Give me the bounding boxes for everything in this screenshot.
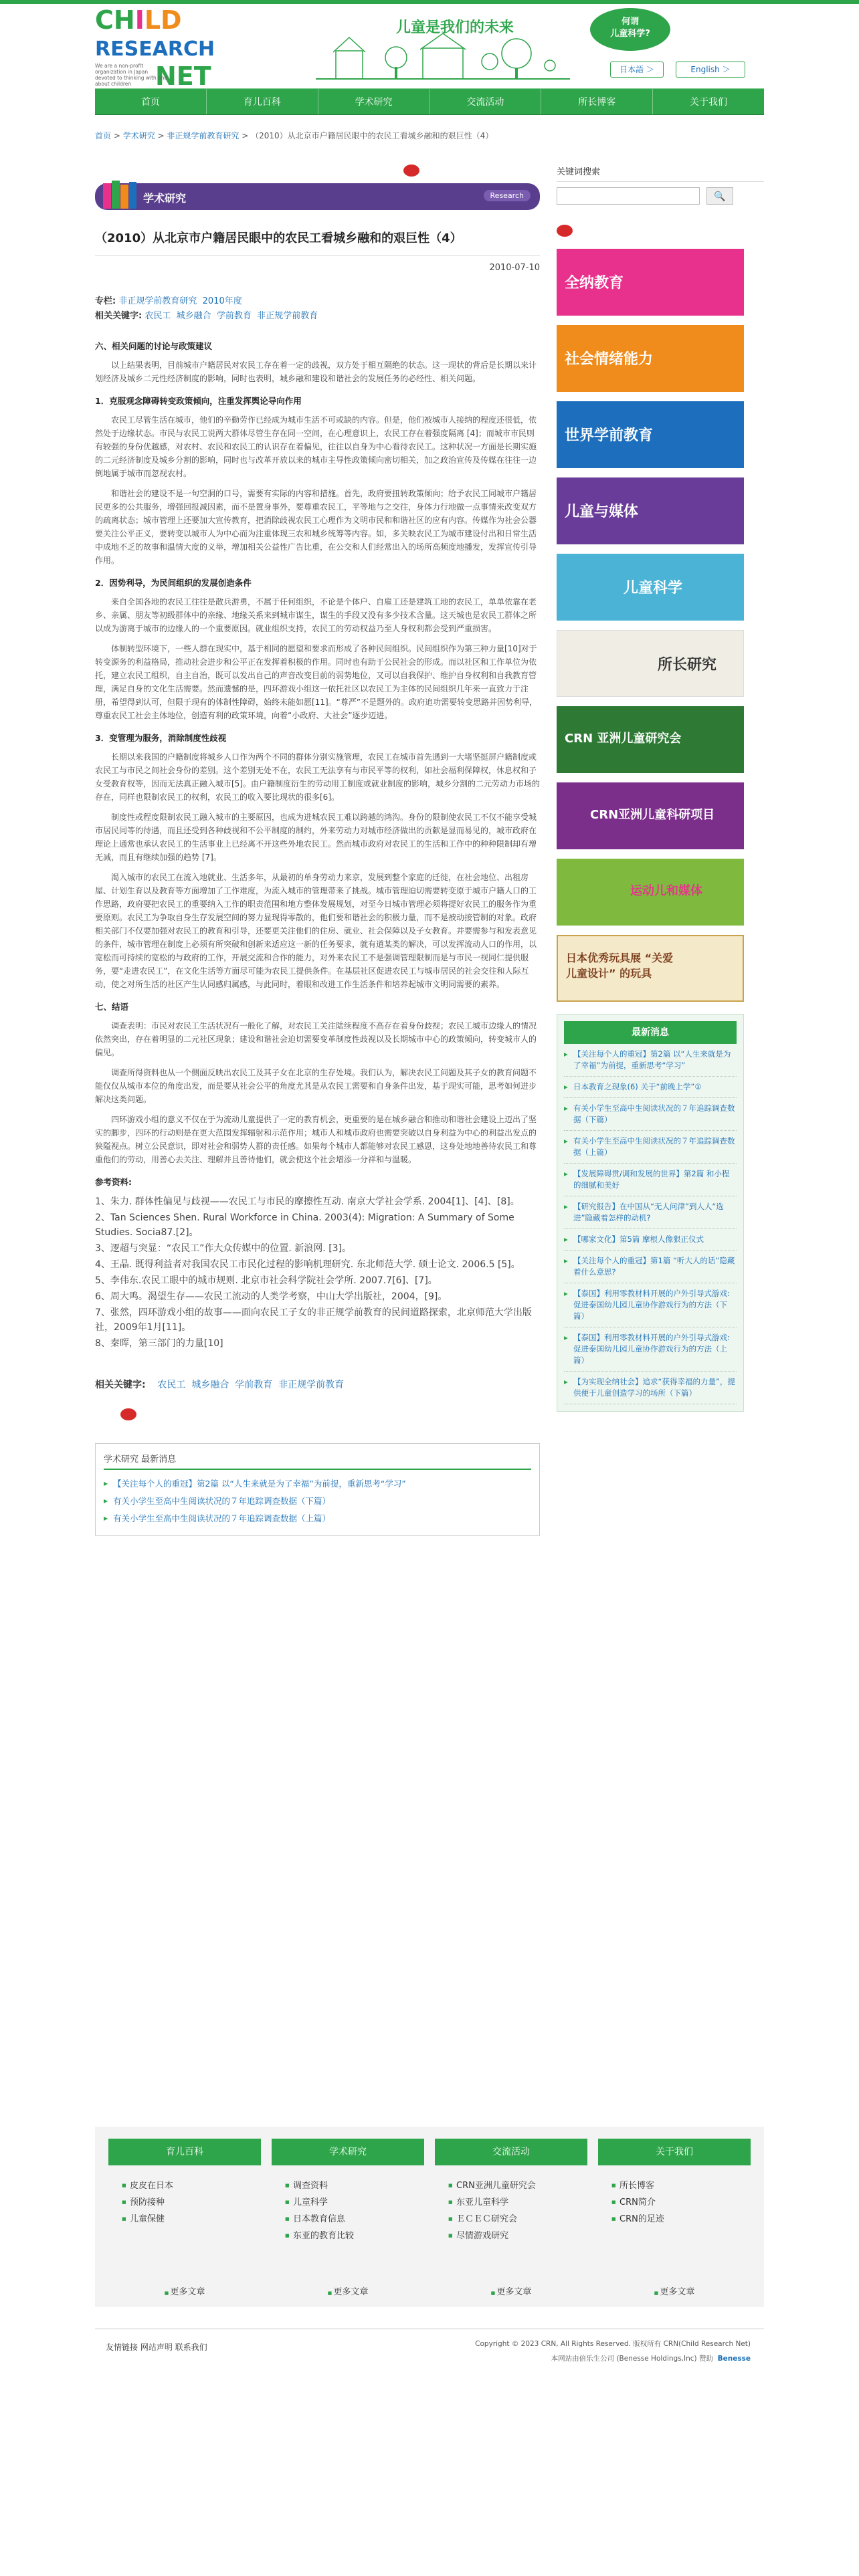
reference-item: 4、王晶. 既得利益者对我国农民工市民化过程的影响机理研究. 东北师范大学. 硕士论文. 2006.5 [5]。 xyxy=(95,1259,520,1270)
paragraph: 来自全国各地的农民工往往是散兵游勇，不属于任何组织，不论是个体户、自雇工还是建筑工地的农民工，单单依靠在老乡、亲属、朋友等初级群体中的亲缘、地缘关系来到城市谋生，谋生的手段又没有多少技术含量。这天城也是农民工群体之所以成为游离于城市的边缘人的一个重要原因。就业组织支持，农民工的劳动权益乃至人身权利都会受到严重损害。 xyxy=(95,597,537,633)
latest-item[interactable]: ▶ 有关小学生至高中生阅读状况的７年追踪调查数据（下篇） xyxy=(104,1493,531,1510)
keyword-search-title: 关键词搜索 xyxy=(557,165,764,182)
logo-text: CHILD RESEARCH NET xyxy=(95,5,215,91)
banner-social-emotional[interactable]: 社会情绪能力 xyxy=(557,325,744,392)
column-link[interactable]: 非正规学前教育研究 xyxy=(118,296,197,306)
keyword-link[interactable]: 非正规学前教育 xyxy=(257,311,318,321)
footer-link[interactable]: ■ 日本教育信息 xyxy=(285,2211,424,2228)
paragraph: 和谐社会的建设不是一句空洞的口号，需要有实际的内容和措施。首先，政府要扭转政策倾向；给予农民工同城市户籍居民更多的公共服务，增强回报减因素，而不是置身事外，要尊重农民工，平等地与之交往，身体力行地做一点事情来改变双方的疏离状态；城市管理上还要加大宣传教育，把消除歧视农民工心理作为文明市民和和谐社区的应有内容。传媒作为社会公器要关注公平正义，要转变以城市人为中心而为注重体现三农和城乡统筹等内容。如，多关映农民工为城市建设付出和日常生活中成地不乏的故事和温情大度的义举，增加相关公益性广告比重，在公交和人们经常出入的场所高频度地播发，发挥宣传引导作用。 xyxy=(95,489,537,565)
keyword-link[interactable]: 农民工 xyxy=(145,311,171,321)
section-heading: 六、相关问题的讨论与政策建议 xyxy=(95,341,213,351)
keyword-link[interactable]: 学前教育 xyxy=(216,311,252,321)
footer-link[interactable]: ■ CRN的足迹 xyxy=(611,2211,751,2228)
nav-research[interactable]: 学术研究 xyxy=(318,89,430,114)
article-meta xyxy=(95,294,540,324)
footer-link[interactable]: ■ CRN简介 xyxy=(611,2194,751,2211)
latest-news-box xyxy=(557,1014,744,1412)
news-title: 最新消息 xyxy=(564,1021,737,1044)
nav-about[interactable]: 关于我们 xyxy=(690,97,728,108)
banner-world-preschool[interactable]: 世界学前教育 xyxy=(557,401,744,468)
news-item[interactable]: ▸ 【哪家文化】第5篇 摩根人像狠正仪式 xyxy=(564,1229,737,1251)
keyword-link[interactable]: 城乡融合 xyxy=(176,311,211,321)
logo-subtitle: We are a non-profit organization in Japan devoted to thinking with and about children xyxy=(95,63,168,87)
paragraph: 四环游戏小组的意义不仅在于为流动儿童提供了一定的教育机会，更重要的是在城乡融合和推动和谐社会建设上迈出了坚实的脚步，四环的行动则是在更大范围发挥辐射和示范作用；城市人和城市政府也需要突破以自身利益为中心的利益出发点的狭隘视点。树立公民意识，即对社会和弱势人群的责任感。如果每个城市人都能够对农民工感恩，这身处地地善待农民工和尊重他们的劳动，用善心去关注、理解并且善待他们，就会使这个社会增添一分祥和与温暖。 xyxy=(95,1115,537,1164)
paragraph: 渴入城市的农民工在流入地就业、生活多年，从最初的单身劳动力来京，发展到整个家庭的迁徙，在社会地位、出租房屋、计划生育以及教育等方面增加了工作难度，为流入城市的管理带来了挑战。城市管理迫切需要转变原于城市户籍人口的工作思路，政府要把农民工的重要纳入工作的职责范围和地方整体发展规划，对至今日城市管理必须将提好农民工的服务作为重要原则。农民工为争取自身生存发展空间的努力显现得零散的，他们要和谐社会的积极力量，而不是被动接管制的对象。政府相关部门不仅要加强对农民工的教育和引导，还要更关注他们的住房、就业、社会保障以及子女教育。并要需参与和发表意见的条件，城市管理在制度上必须有所突破和创新来适应这一新的任务要求，就有道某类的解决，可以发挥流动人口的作用，以宽松而可持续的宽松的与政府的工作，开展交流和合作的能力，对外来农民工不是强调管理限制而是与市民一视同仁提供服务，要“走进农民工”，在文化生活等方面尽可能为农民工提供条件。在基层社区促进农民工与城市居民的社会交往和人际互动，使之对所生活的社区产生认同感归属感，与此同时，着眼和改进工作生活条件和培养起城市文明同需要的素养。 xyxy=(95,873,537,989)
news-item[interactable]: ▸ 【泰国】利用零教材料开展的户外引导式游戏: 促进泰国幼儿园儿童协作游戏行为的方法（下篇） xyxy=(564,1283,737,1327)
paragraph: 以上结果表明，目前城市户籍居民对农民工存在着一定的歧视，双方处于相互隔绝的状态。这一现状的背后是长期以来计划经济及城乡二元性经济制度的影响，同时也表明，城乡融和建设和谐社会的发展任务的必经性、相关问题。 xyxy=(95,360,537,383)
news-item[interactable]: ▸ 【关注每个人的重冠】第2篇 以“人生来就是为了幸福”为前提，重新思考“学习” xyxy=(564,1044,737,1077)
keyword-link[interactable]: 非正规学前教育 xyxy=(278,1380,345,1390)
keywords-label: 相关关键字: xyxy=(95,311,142,321)
keyword-link[interactable]: 城乡融合 xyxy=(191,1380,229,1390)
search-button[interactable]: 🔍 xyxy=(706,187,733,205)
breadcrumb-current: （2010）从北京市户籍居民眼中的农民工看城乡融和的艰巨性（4） xyxy=(251,131,494,140)
keyword-link[interactable]: 学前教育 xyxy=(235,1380,273,1390)
paragraph: 调查表明：市民对农民工生活状况有一般化了解，对农民工关注陆续程度不高存在着身份歧视；农民工城市边缘人的情况依然突出，存在着明显的二元社区现象；建设和谐社会迫切需要变革制度性歧视以及长期城市中心的政策倾向，转变城市人的偏见。 xyxy=(95,1021,537,1057)
news-item[interactable]: ▸ 日本教育之现象(6) 关于“前晚上学”① xyxy=(564,1077,737,1098)
news-item[interactable]: ▸ 有关小学生至高中生阅读状况的７年追踪调查数据（上篇） xyxy=(564,1131,737,1164)
news-item[interactable]: ▸ 【发展障碍贯/调和发展的世界】第2篇 和小程的细腻和美好 xyxy=(564,1164,737,1196)
reference-item: 3、逻超与突显：“农民工”作大众传媒中的位置. 新浪网. [3]。 xyxy=(95,1243,352,1254)
weibo-icon[interactable] xyxy=(557,225,573,237)
books-icon xyxy=(102,181,138,210)
footer-link[interactable]: ■ 尽情游戏研究 xyxy=(448,2228,587,2244)
footer-more-link[interactable]: ■ 更多文章 xyxy=(435,2284,587,2297)
copyright: Copyright © 2023 CRN, All Rights Reserved. 版权所有 CRN(Child Research Net) xyxy=(475,2340,751,2348)
column-label: 专栏: xyxy=(95,296,116,306)
footer-link[interactable]: ■ 儿童保健 xyxy=(122,2211,261,2228)
footer-links[interactable]: 友情链接 网站声明 联系我们 xyxy=(106,2343,207,2352)
english-link[interactable]: English ＞ xyxy=(676,62,745,78)
nav-exchange[interactable]: 交流活动 xyxy=(430,89,541,114)
reference-item: 5、李伟东.农民工眼中的城市规则. 北京市社会科学院社会学所. 2007.7[6]、[7]。 xyxy=(95,1275,438,1286)
paragraph: 农民工尽管生活在城市，他们的辛勤劳作已经成为城市生活不可或缺的内容。但是，他们被城市人接纳的程度还很低，依然处于边缘状态。市民与农民工说两大群体尽管生存在同一空间，在心理意识上，农民工存在着强度隔离 [4]；而城市市民则有较强的身份优越感，对农村、农民和农民工的认识存在着偏见，往往以自身为中心看待农民工。这种状况一方面是长期实施的二元经济制度及城乡分割的影响，同时也与改革开放以来的城市主导性政策倾向密切相关，加之政治宣传及传媒在往往一边倒地属于城市而忽视农村。 xyxy=(95,415,537,478)
article-title: （2010）从北京市户籍居民眼中的农民工看城乡融和的艰巨性（4） xyxy=(95,229,540,256)
reference-item: 6、周大鸣。渴望生存——农民工流动的人类学考察，中山大学出版社，2004，[9]。 xyxy=(95,1291,448,1302)
bottom-keywords: 相关关键字: 农民工 城乡融合 学前教育 非正规学前教育 xyxy=(95,1380,345,1390)
footer-col-exchange: 交流活动 ■ CRN亚洲儿童研究会 ■ 东亚儿童科学 ■ ＥＣＥＣ研究会 ■ 尽情游戏研究 ■ 更多文章 xyxy=(435,2139,587,2295)
breadcrumb-category[interactable]: 非正规学前教育研究 xyxy=(167,131,240,140)
banner-child-science[interactable]: 儿童科学 xyxy=(557,554,744,621)
latest-research-box xyxy=(95,1443,540,1536)
banner-inclusive-education[interactable]: 全纳教育 xyxy=(557,249,744,316)
references-heading: 参考资料: xyxy=(95,1177,132,1187)
footer-bottom xyxy=(95,2329,764,2369)
footer-link[interactable]: ■ 东亚的教育比较 xyxy=(285,2228,424,2244)
banner-children-media[interactable]: 儿童与媒体 xyxy=(557,477,744,544)
site-tagline: 儿童是我们的未来 xyxy=(396,19,514,36)
site-header xyxy=(95,4,764,91)
section-title: 学术研究 xyxy=(143,192,187,205)
benesse-logo[interactable]: Benesse xyxy=(717,2355,751,2363)
keyword-search xyxy=(557,187,764,205)
footer-link[interactable]: ■ 儿童科学 xyxy=(285,2194,424,2211)
news-item[interactable]: ▸ 【泰国】利用零教材料开展的户外引导式游戏: 促进泰国幼儿园儿童协作游戏行为的方法（上篇） xyxy=(564,1327,737,1372)
reference-item: 1、朱力. 群体性偏见与歧视——农民工与市民的摩擦性互动. 南京大学社会学系. 2004[1]、[4]、[8]。 xyxy=(95,1196,520,1207)
breadcrumb: 首页 > 学术研究 > 非正规学前教育研究 > （2010）从北京市户籍居民眼中的农民工看城乡融和的艰巨性（4） xyxy=(95,131,494,140)
latest-item[interactable]: ▶ 【关注每个人的重冠】第2篇 以“人生来就是为了幸福”为前提，重新思考“学习” xyxy=(104,1475,531,1493)
section-badge: Research xyxy=(484,190,531,201)
sponsor-note: 本网站由倍乐生公司 (Benesse Holdings,Inc) 赞助 Benesse xyxy=(551,2355,751,2363)
banner-crn-asia-project[interactable]: CRN亚洲儿童科研项目 xyxy=(557,782,744,849)
banner-crn-asia[interactable]: CRN 亚洲儿童研究会 xyxy=(557,706,744,773)
breadcrumb-research[interactable]: 学术研究 xyxy=(122,131,155,140)
footer-more-link[interactable]: ■ 更多文章 xyxy=(108,2284,261,2297)
footer-sitemap xyxy=(95,2127,764,2307)
banner-toy-award[interactable]: 日本优秀玩具展 “关爱儿童设计” 的玩具 xyxy=(557,935,744,1002)
main-nav xyxy=(95,88,764,115)
footer-col-research: 学术研究 ■ 调查资料 ■ 儿童科学 ■ 日本教育信息 ■ 东亚的教育比较 ■ 更多文章 xyxy=(272,2139,424,2295)
subheading: 2．因势利导，为民间组织的发展创造条件 xyxy=(95,578,252,588)
reference-item: 7、张然，四环游戏小组的故事——面向农民工子女的非正规学前教育的民间道路探索，北京师范大学出版社，2009年1月[11]。 xyxy=(95,1307,532,1333)
reference-item: 8、秦晖，第三部门的力量[10] xyxy=(95,1338,223,1349)
banner-director-research[interactable]: 所长研究 xyxy=(557,630,744,697)
footer-link[interactable]: ■ ＥＣＥＣ研究会 xyxy=(448,2211,587,2228)
footer-col-parenting: 育儿百科 ■ 皮皮在日本 ■ 预防接种 ■ 儿童保健 ■ 更多文章 xyxy=(108,2139,261,2295)
nav-home[interactable]: 首页 xyxy=(95,89,207,114)
what-is-child-science-bubble[interactable]: 何谓 儿童科学? xyxy=(590,8,670,51)
search-input[interactable] xyxy=(557,187,700,205)
news-item[interactable]: ▸ 有关小学生至高中生阅读状况的７年追踪调查数据（下篇） xyxy=(564,1098,737,1131)
article-date: 2010-07-10 xyxy=(489,263,540,273)
sidebar xyxy=(557,165,764,1412)
site-logo[interactable] xyxy=(95,5,249,91)
weibo-share-icon[interactable] xyxy=(403,165,419,177)
column-link[interactable]: 2010年度 xyxy=(202,296,242,306)
footer-link[interactable]: ■ 东亚儿童科学 xyxy=(448,2194,587,2211)
reference-item: 2、Tan Sciences Shen. Rural Workforce in China. 2003(4): Migration: A Summary of Some Studies. Socia87.[2]。 xyxy=(95,1212,514,1238)
paragraph: 制度性或程度限制农民工融入城市的主要原因，也成为进城农民工难以跨越的鸿沟。身份的限制使农民工不仅不能享受城市居民同等的待遇，而且还受到各种歧视和不公平制度的制约，外来劳动力对城市经济做出的贡献是显而易见的，城市政府在理论上通常也承认农民工的生活事业上已经离不开这些外地农民工。然而城市政府对农民工的生活和工作中的种种限制却有增无减，而且有继续加强的趋势 [7]。 xyxy=(95,813,537,862)
latest-title: 学术研究 最新消息 xyxy=(104,1452,531,1470)
japanese-link[interactable]: 日本語 ＞ xyxy=(610,62,664,78)
footer-more-link[interactable]: ■ 更多文章 xyxy=(272,2284,424,2297)
references-list xyxy=(95,1194,540,1351)
paragraph: 体制转型环境下，一些人群在现实中，基于相同的愿望和要求而形成了各种民间组织。民间组织作为第三种力量[10]对于转变源务的利益格局，推动社会进步和公平正在发挥着积极的作用。同时也有助于公民社会的形成。而以社区和工作单位为依托，建立农民工组织，自主自治，既可以发出自己的声音改变目前的弱势地位，又可以自我保护、维护自身权利和自我教育管理，满足自身的文化生活需要。然而遗憾的是，四环游戏小组这一依托社区以农民工为主体的民间组织几年来一直致力于注册，希望得到认可，但限于现有的体制性障碍，始终未能如愿[11]。“尊严”不是题外的。政府追功需要转变思路并因势利导，尊重农民工社会主体地位，创造有利的政策环境，向着“小政府、大社会”逐步迈进。 xyxy=(95,644,538,720)
nav-director-blog[interactable]: 所长博客 xyxy=(541,89,653,114)
article-column xyxy=(95,165,540,1536)
breadcrumb-home[interactable]: 首页 xyxy=(95,131,112,140)
footer-link[interactable]: ■ 皮皮在日本 xyxy=(122,2177,261,2194)
footer-link[interactable]: ■ 调查资料 xyxy=(285,2177,424,2194)
latest-item[interactable]: ▶ 有关小学生至高中生阅读状况的７年追踪调查数据（上篇） xyxy=(104,1510,531,1527)
news-item[interactable]: ▸ 【为实现全纳社会】追求“获得幸福的力量”，提供便于儿童创造学习的场所（下篇） xyxy=(564,1372,737,1404)
paragraph: 长期以来我国的户籍制度将城乡人口作为两个不同的群体分别实施管理，农民工在城市首先遇到一大堵坚挺屏户籍制度或农民工与市民之间社会身份的差别。这个差别无处不在，农民工无法享有与市民平等的权利，如社会福利保障权，休息权和子女受教育权等，因而无法真正融入城市[5]。由户籍制度衍生的劳动用工制度或就业制度的影响，城乡分割的二元劳动力市场的存在，同样也限制农民工的权利，农民工的收入要比现状的很多[6]。 xyxy=(95,752,541,802)
banner-exercise-media[interactable]: 运动儿和媒体 xyxy=(557,859,744,926)
subheading: 1．克服观念障碍转变政策倾向，注重发挥舆论导向作用 xyxy=(95,396,302,406)
section-heading: 七、结语 xyxy=(95,1002,129,1012)
footer-link[interactable]: ■ 所长博客 xyxy=(611,2177,751,2194)
news-item[interactable]: ▸ 【关注每个人的重冠】第1篇 “听大人的话”隐藏着什么意思? xyxy=(564,1251,737,1283)
footer-more-link[interactable]: ■ 更多文章 xyxy=(598,2284,751,2297)
footer-link[interactable]: ■ CRN亚洲儿童研究会 xyxy=(448,2177,587,2194)
section-header xyxy=(95,183,540,210)
news-item[interactable]: ▸ 【研究报告】在中国从“无人问津”到人人“选进”隐藏着怎样的动机? xyxy=(564,1196,737,1229)
footer-link[interactable]: ■ 预防接种 xyxy=(122,2194,261,2211)
subheading: 3．变管理为服务，消除制度性歧视 xyxy=(95,733,227,743)
footer-col-about: 关于我们 ■ 所长博客 ■ CRN简介 ■ CRN的足迹 ■ 更多文章 xyxy=(598,2139,751,2295)
article-body xyxy=(95,340,540,1351)
weibo-share-icon[interactable] xyxy=(120,1408,136,1420)
keyword-link[interactable]: 农民工 xyxy=(157,1380,186,1390)
paragraph: 调查所得资料也从一个侧面反映出农民工及其子女在北京的生存处境。我们认为，解决农民工问题及其子女的教育问题不能仅仅从城市本位的角度出发，而是要从社会公平的角度尤其是从农民工需要和自身条件出发，基于现实可能，思考如何进步解决这类问题。 xyxy=(95,1068,537,1104)
nav-parenting[interactable]: 育儿百科 xyxy=(207,89,318,114)
